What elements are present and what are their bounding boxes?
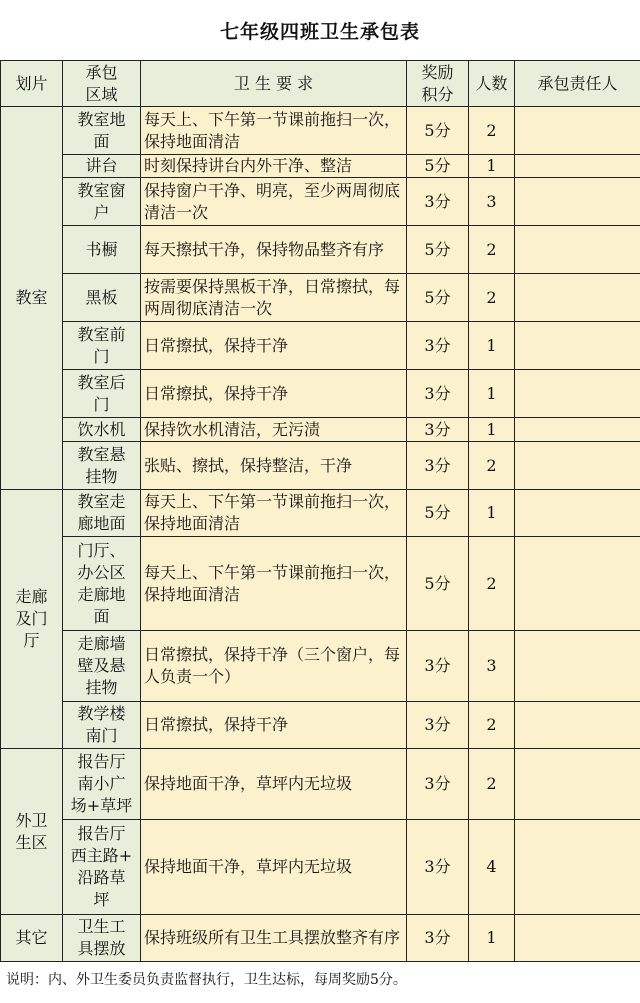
requirement-cell: 时刻保持讲台内外干净、整洁	[141, 155, 407, 178]
count-cell: 1	[469, 155, 515, 178]
table-row	[1, 178, 640, 226]
area-cell: 外卫 生区	[1, 749, 63, 915]
header-area: 划片	[1, 61, 63, 107]
zone-cell: 教室前 门	[63, 322, 141, 370]
requirement-cell: 保持地面干净，草坪内无垃圾	[141, 820, 407, 915]
responsible-person-cell	[515, 322, 640, 370]
zone-cell: 教室走 廊地面	[63, 490, 141, 537]
hygiene-table	[0, 60, 640, 962]
header-person: 承包责任人	[515, 61, 640, 107]
points-cell: 5分	[407, 107, 469, 155]
table-row	[1, 490, 640, 537]
count-cell: 2	[469, 442, 515, 490]
table-row	[1, 107, 640, 155]
zone-cell: 卫生工 具摆放	[63, 915, 141, 962]
header-requirement: 卫 生 要 求	[141, 61, 407, 107]
requirement-cell: 张贴、擦拭，保持整洁，干净	[141, 442, 407, 490]
table-row	[1, 155, 640, 178]
requirement-cell: 保持班级所有卫生工具摆放整齐有序	[141, 915, 407, 962]
zone-cell: 报告厅 南小广 场+草坪	[63, 749, 141, 820]
count-cell: 4	[469, 820, 515, 915]
table-row	[1, 322, 640, 370]
count-cell: 2	[469, 749, 515, 820]
count-cell: 1	[469, 490, 515, 537]
header-zone: 承包 区域	[63, 61, 141, 107]
count-cell: 2	[469, 537, 515, 631]
responsible-person-cell	[515, 370, 640, 418]
requirement-cell: 每天上、下午第一节课前拖扫一次，保持地面清洁	[141, 537, 407, 631]
zone-cell: 教室悬 挂物	[63, 442, 141, 490]
table-row	[1, 226, 640, 274]
points-cell: 3分	[407, 418, 469, 442]
requirement-cell: 按需要保持黑板干净，日常擦拭，每两周彻底清洁一次	[141, 274, 407, 322]
zone-cell: 走廊墙 壁及悬 挂物	[63, 631, 141, 702]
zone-cell: 教室地 面	[63, 107, 141, 155]
requirement-cell: 每天上、下午第一节课前拖扫一次，保持地面清洁	[141, 490, 407, 537]
requirement-cell: 日常擦拭，保持干净	[141, 370, 407, 418]
responsible-person-cell	[515, 631, 640, 702]
area-cell: 走廊 及门 厅	[1, 490, 63, 749]
count-cell: 1	[469, 418, 515, 442]
responsible-person-cell	[515, 702, 640, 749]
responsible-person-cell	[515, 820, 640, 915]
points-cell: 5分	[407, 155, 469, 178]
table-row	[1, 749, 640, 820]
header-row	[1, 61, 640, 107]
table-row	[1, 631, 640, 702]
count-cell: 3	[469, 631, 515, 702]
responsible-person-cell	[515, 537, 640, 631]
responsible-person-cell	[515, 155, 640, 178]
points-cell: 5分	[407, 274, 469, 322]
points-cell: 3分	[407, 322, 469, 370]
count-cell: 2	[469, 107, 515, 155]
points-cell: 3分	[407, 442, 469, 490]
table-row	[1, 915, 640, 962]
zone-cell: 教室后 门	[63, 370, 141, 418]
table-row	[1, 274, 640, 322]
requirement-cell: 保持饮水机清洁，无污渍	[141, 418, 407, 442]
points-cell: 5分	[407, 537, 469, 631]
zone-cell: 教学楼 南门	[63, 702, 141, 749]
table-row	[1, 537, 640, 631]
points-cell: 3分	[407, 702, 469, 749]
requirement-cell: 每天擦拭干净，保持物品整齐有序	[141, 226, 407, 274]
responsible-person-cell	[515, 418, 640, 442]
count-cell: 1	[469, 322, 515, 370]
table-row	[1, 702, 640, 749]
area-cell: 其它	[1, 915, 63, 962]
requirement-cell: 每天上、下午第一节课前拖扫一次，保持地面清洁	[141, 107, 407, 155]
count-cell: 2	[469, 226, 515, 274]
header-count: 人数	[469, 61, 515, 107]
zone-cell: 讲台	[63, 155, 141, 178]
responsible-person-cell	[515, 107, 640, 155]
table-row	[1, 418, 640, 442]
responsible-person-cell	[515, 490, 640, 537]
requirement-cell: 保持窗户干净、明亮，至少两周彻底清洁一次	[141, 178, 407, 226]
responsible-person-cell	[515, 274, 640, 322]
area-cell: 教室	[1, 107, 63, 490]
table-row	[1, 370, 640, 418]
count-cell: 1	[469, 915, 515, 962]
responsible-person-cell	[515, 915, 640, 962]
points-cell: 3分	[407, 631, 469, 702]
points-cell: 5分	[407, 226, 469, 274]
zone-cell: 饮水机	[63, 418, 141, 442]
requirement-cell: 日常擦拭，保持干净（三个窗户，每人负责一个）	[141, 631, 407, 702]
requirement-cell: 日常擦拭，保持干净	[141, 322, 407, 370]
page-title: 七年级四班卫生承包表	[219, 20, 420, 43]
requirement-cell: 日常擦拭，保持干净	[141, 702, 407, 749]
zone-cell: 教室窗 户	[63, 178, 141, 226]
requirement-cell: 保持地面干净，草坪内无垃圾	[141, 749, 407, 820]
count-cell: 1	[469, 370, 515, 418]
zone-cell: 黑板	[63, 274, 141, 322]
count-cell: 2	[469, 274, 515, 322]
points-cell: 3分	[407, 820, 469, 915]
zone-cell: 门厅、 办公区 走廊地 面	[63, 537, 141, 631]
responsible-person-cell	[515, 749, 640, 820]
table-body	[1, 107, 640, 962]
table-row	[1, 442, 640, 490]
points-cell: 3分	[407, 178, 469, 226]
count-cell: 2	[469, 702, 515, 749]
responsible-person-cell	[515, 226, 640, 274]
points-cell: 5分	[407, 490, 469, 537]
responsible-person-cell	[515, 442, 640, 490]
responsible-person-cell	[515, 178, 640, 226]
footnote: 说明：内、外卫生委员负责监督执行，卫生达标，每周奖励5分。	[6, 972, 407, 988]
points-cell: 3分	[407, 915, 469, 962]
zone-cell: 报告厅 西主路+ 沿路草 坪	[63, 820, 141, 915]
table-row	[1, 820, 640, 915]
points-cell: 3分	[407, 370, 469, 418]
points-cell: 3分	[407, 749, 469, 820]
header-points: 奖励 积分	[407, 61, 469, 107]
count-cell: 3	[469, 178, 515, 226]
zone-cell: 书橱	[63, 226, 141, 274]
